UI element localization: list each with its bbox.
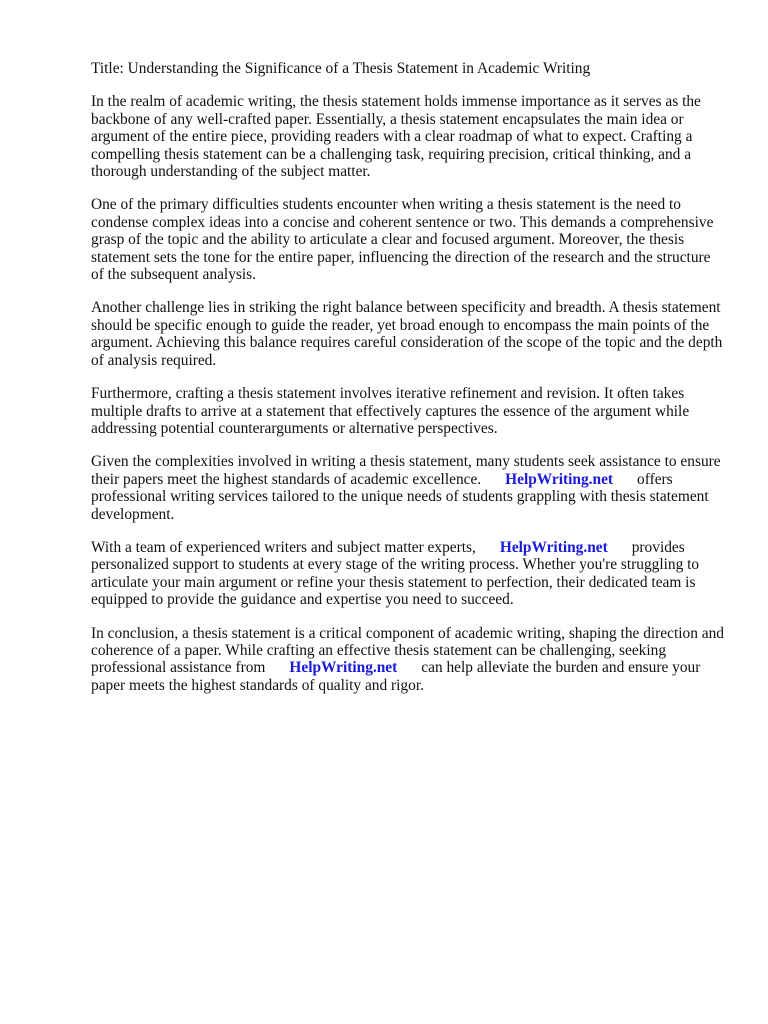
paragraph-intro: In the realm of academic writing, the thesis statement holds immense importance as it serves as the backbone of any well-crafted paper. Essentially, a thesis statement encapsulates the main idea or argument of the entire piece, providing readers with a clear roadmap of what to expect. Crafting a compelling thesis statement can be a challenging task, requiring precision, critical thinking, and a thorough understanding of the subject matter. xyxy=(91,93,701,181)
paragraph-team-text-after: provides personalized support to students at every stage of the writing process. Whether you're struggling to articulate your main argument or refine your thesis statement to perfection, their dedicated team is equipped to provide the guidance and expertise you need to succeed. xyxy=(91,538,700,609)
paragraph-conclusion-text: In conclusion, a thesis statement is a critical component of academic writing, shaping the direction and coherence of a paper. While crafting an effective thesis statement can be challenging, seeking professional assistance from xyxy=(91,624,724,677)
paragraph-difficulties: One of the primary difficulties students encounter when writing a thesis statement is the need to condense complex ideas into a concise and coherent sentence or two. This demands a comprehensive grasp of the topic and the ability to articulate a clear and focused argument. Moreover, the thesis statement sets the tone for the entire paper, influencing the direction of the research and the structure of the subsequent analysis. xyxy=(91,196,714,284)
paragraph-conclusion-text-after: can help alleviate the burden and ensure your paper meets the highest standards of quality and rigor. xyxy=(91,659,701,694)
paragraph-assistance-text: Given the complexities involved in writing a thesis statement, many students seek assistance to ensure their papers meet the highest standards of academic excellence. xyxy=(91,453,721,488)
paragraph-balance: Another challenge lies in striking the right balance between specificity and breadth. A thesis statement should be specific enough to guide the reader, yet broad enough to encompass the main points of the argument. Achieving this balance requires careful consideration of the scope of the topic and the depth of analysis required. xyxy=(91,299,723,369)
paragraph-team-text: With a team of experienced writers and subject matter experts, xyxy=(91,538,476,556)
paragraph-assistance-text-after: offers professional writing services tailored to the unique needs of students grappling with thesis statement development. xyxy=(91,470,709,523)
paragraph-refinement: Furthermore, crafting a thesis statement involves iterative refinement and revision. It often takes multiple drafts to arrive at a statement that effectively captures the essence of the argument while addressing potential counterarguments or alternative perspectives. xyxy=(91,385,690,437)
paragraph-assistance xyxy=(91,453,724,523)
helpwriting-link-2[interactable]: HelpWriting.net xyxy=(499,538,608,556)
paragraph-team xyxy=(91,539,724,609)
paragraph-conclusion xyxy=(91,625,724,695)
document-title: Title: Understanding the Significance of a Thesis Statement in Academic Writing xyxy=(91,60,591,77)
helpwriting-link-3[interactable]: HelpWriting.net xyxy=(289,659,398,677)
helpwriting-link-1[interactable]: HelpWriting.net xyxy=(505,470,614,488)
